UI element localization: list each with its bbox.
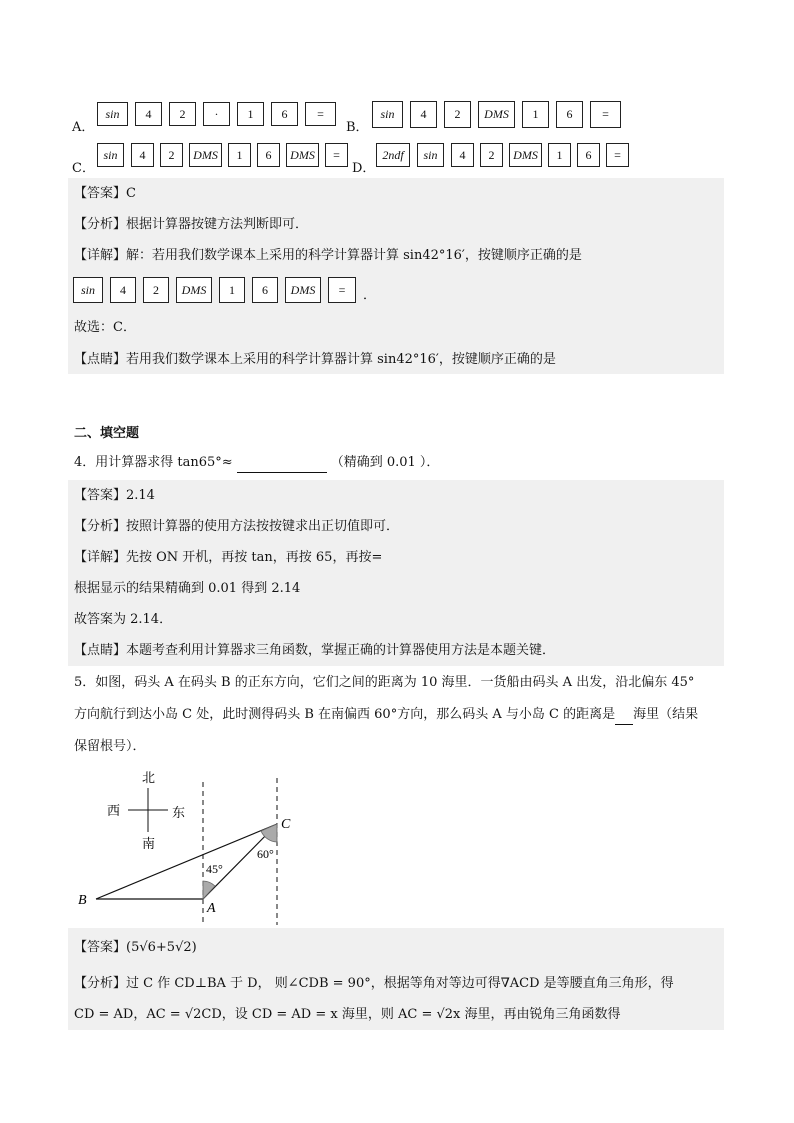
point-b-label: B <box>78 893 87 908</box>
key-equals: = <box>590 101 621 128</box>
key-dot: · <box>203 102 230 126</box>
q4-answer-blank <box>237 458 327 473</box>
key-sin: sin <box>417 143 444 167</box>
q5-figure <box>60 760 320 930</box>
key-4: 4 <box>131 143 154 167</box>
q5-stem-line1: 5．如图，码头 A 在码头 B 的正东方向，它们之间的距离为 10 海里．一货船由码头 A 出发，沿北偏东 45° <box>74 675 695 690</box>
option-b-keys <box>372 101 628 128</box>
key-2ndf: 2ndf <box>376 143 410 167</box>
q3-solution-block <box>68 178 724 374</box>
key-sin: sin <box>73 277 103 303</box>
option-b-label: B． <box>346 120 369 135</box>
key-equals: = <box>328 277 356 303</box>
key-4: 4 <box>410 101 437 128</box>
q5-answer <box>74 938 197 958</box>
option-c-keys <box>97 143 348 167</box>
q4-detail2: 根据显示的结果精确到 0.01 得到 2.14 <box>74 581 301 596</box>
angle-45-label: 45° <box>206 862 223 876</box>
q4-stem <box>74 453 439 473</box>
key-4: 4 <box>110 277 136 303</box>
q3-comment: 【点睛】若用我们数学课本上采用的科学计算器计算 sin42°16′，按键顺序正确的是 <box>74 352 556 367</box>
q5-analysis-line2: CD = AD，AC = √2CD，设 CD = AD = x 海里，则 AC = √2x 海里，再由锐角三角函数得 <box>74 1007 621 1022</box>
option-a-keys <box>97 102 343 126</box>
key-2: 2 <box>143 277 169 303</box>
q4-stem-b: （精确到 0.01 ）． <box>330 455 440 470</box>
q3-detail: 【详解】解：若用我们数学课本上采用的科学计算器计算 sin42°16′，按键顺序正确的是 <box>74 248 582 263</box>
key-1: 1 <box>548 143 571 167</box>
q4-comment: 【点睛】本题考查利用计算器求三角函数，掌握正确的计算器使用方法是本题关键． <box>74 643 556 658</box>
q5-answer-label: 【答案】 <box>74 940 127 955</box>
compass-east: 东 <box>172 806 186 821</box>
key-6: 6 <box>257 143 280 167</box>
compass-north: 北 <box>142 771 156 786</box>
key-dms: DMS <box>189 143 222 167</box>
q5-answer-blank <box>615 710 633 725</box>
q3-analysis: 【分析】根据计算器按键方法判断即可． <box>74 217 309 232</box>
key-sin: sin <box>372 101 403 128</box>
key-2: 2 <box>480 143 503 167</box>
key-sin: sin <box>97 143 124 167</box>
q3-detail-end: ． <box>363 288 377 303</box>
segment-bc <box>96 824 277 899</box>
key-1: 1 <box>219 277 245 303</box>
point-c-label: C <box>281 817 291 832</box>
key-dms: DMS <box>478 101 515 128</box>
q3-choice: 故选：C． <box>74 320 136 335</box>
q4-solution-block <box>68 480 724 666</box>
section-title: 二、填空题 <box>74 426 140 441</box>
q3-answer: 【答案】C <box>74 186 136 201</box>
key-dms: DMS <box>286 143 319 167</box>
key-equals: = <box>325 143 348 167</box>
q4-analysis: 【分析】按照计算器的使用方法按按键求出正切值即可． <box>74 519 400 534</box>
key-4: 4 <box>451 143 474 167</box>
key-6: 6 <box>252 277 278 303</box>
key-equals: = <box>606 143 629 167</box>
key-2: 2 <box>444 101 471 128</box>
key-sin: sin <box>97 102 128 126</box>
q5-answer-value: (5√6+5√2) <box>126 940 197 955</box>
q4-detail3: 故答案为 2.14． <box>74 612 173 627</box>
q5-stem-line3: 保留根号）． <box>74 739 146 754</box>
key-dms: DMS <box>176 277 212 303</box>
q5-stem2a: 方向航行到达小岛 C 处，此时测得码头 B 在南偏西 60°方向，那么码头 A 与小岛 C 的距离是 <box>74 707 616 722</box>
key-4: 4 <box>135 102 162 126</box>
q4-stem-a: 4．用计算器求得 tan65°≈ <box>74 455 233 470</box>
key-equals: = <box>305 102 336 126</box>
option-c-label: C． <box>72 161 95 176</box>
key-6: 6 <box>271 102 298 126</box>
key-2: 2 <box>169 102 196 126</box>
key-1: 1 <box>237 102 264 126</box>
angle-45-mark <box>203 881 215 899</box>
compass-west: 西 <box>107 804 121 819</box>
q4-answer: 【答案】2.14 <box>74 488 155 503</box>
q5-stem2b: 海里（结果 <box>633 707 699 722</box>
key-dms: DMS <box>509 143 542 167</box>
option-d-keys <box>376 143 629 167</box>
point-a-label: A <box>207 901 216 916</box>
q5-analysis-line1: 【分析】过 C 作 CD⊥BA 于 D， 则∠CDB = 90°，根据等角对等边可得∇ACD 是等腰直角三角形，得 <box>74 976 674 991</box>
option-d-label: D． <box>352 161 376 176</box>
compass-south: 南 <box>142 837 156 852</box>
key-1: 1 <box>228 143 251 167</box>
q5-stem-line2 <box>74 705 698 725</box>
key-dms: DMS <box>285 277 321 303</box>
q3-detail-keys <box>73 277 376 303</box>
key-2: 2 <box>160 143 183 167</box>
option-a-label: A． <box>72 120 95 135</box>
key-1: 1 <box>522 101 549 128</box>
angle-60-label: 60° <box>257 847 274 861</box>
key-6: 6 <box>556 101 583 128</box>
q4-detail: 【详解】先按 ON 开机，再按 tan，再按 65，再按= <box>74 550 383 565</box>
key-6: 6 <box>577 143 600 167</box>
